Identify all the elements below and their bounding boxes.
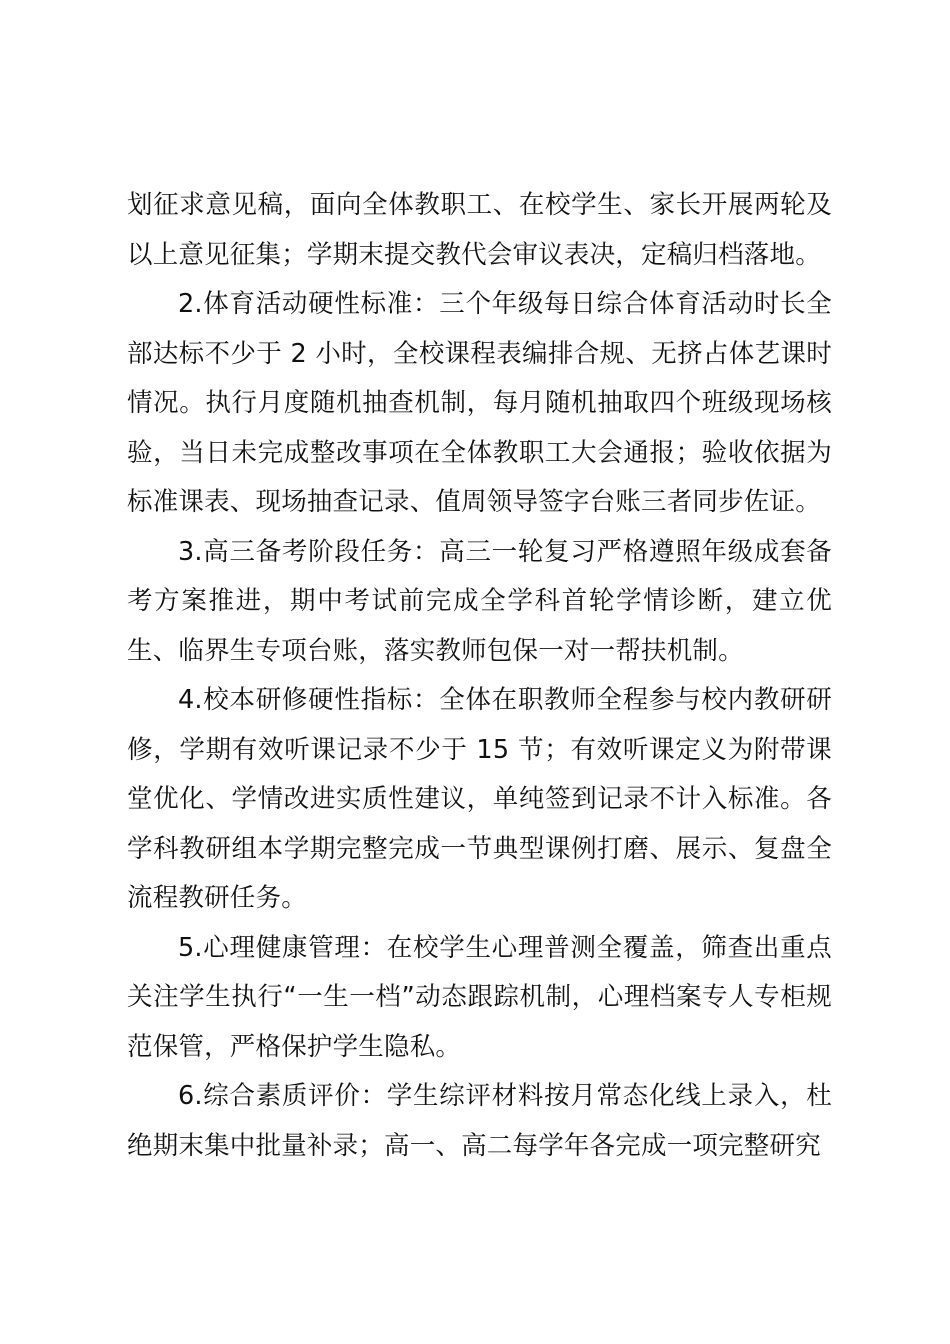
paragraph-item-5: 5.心理健康管理：在校学生心理普测全覆盖，筛查出重点关注学生执行“一生一档”动态跟踪机制，心理档案专人专柜规范保管，严格保护学生隐私。 (127, 932, 832, 1062)
paragraph-continuation: 划征求意见稿，面向全体教职工、在校学生、家长开展两轮及以上意见征集；学期末提交教代会审议表决，定稿归档落地。 (127, 190, 832, 270)
paragraph-item-2: 2.体育活动硬性标准：三个年级每日综合体育活动时长全部达标不少于 2 小时，全校课程表编排合规、无挤占体艺课时情况。执行月度随机抽查机制，每月随机抽取四个班级现场核验，当日未完成整改事项在全体教职工大会通报；验收依据为标准课表、现场抽查记录、值周领导签字台账三者同步佐证。 (127, 289, 832, 517)
paragraph-item-6: 6.综合素质评价：学生综评材料按月常态化线上录入，杜绝期末集中批量补录；高一、高二每学年各完成一项完整研究 (127, 1081, 832, 1161)
paragraph-item-3: 3.高三备考阶段任务：高三一轮复习严格遵照年级成套备考方案推进，期中考试前完成全学科首轮学情诊断，建立优生、临界生专项台账，落实教师包保一对一帮扶机制。 (127, 536, 832, 666)
document-body (127, 181, 832, 1171)
paragraph-item-4: 4.校本研修硬性指标：全体在职教师全程参与校内教研研修，学期有效听课记录不少于 15 节；有效听课定义为附带课堂优化、学情改进实质性建议，单纯签到记录不计入标准。各学科教研组本学期完整完成一节典型课例打磨、展示、复盘全流程教研任务。 (127, 685, 832, 913)
